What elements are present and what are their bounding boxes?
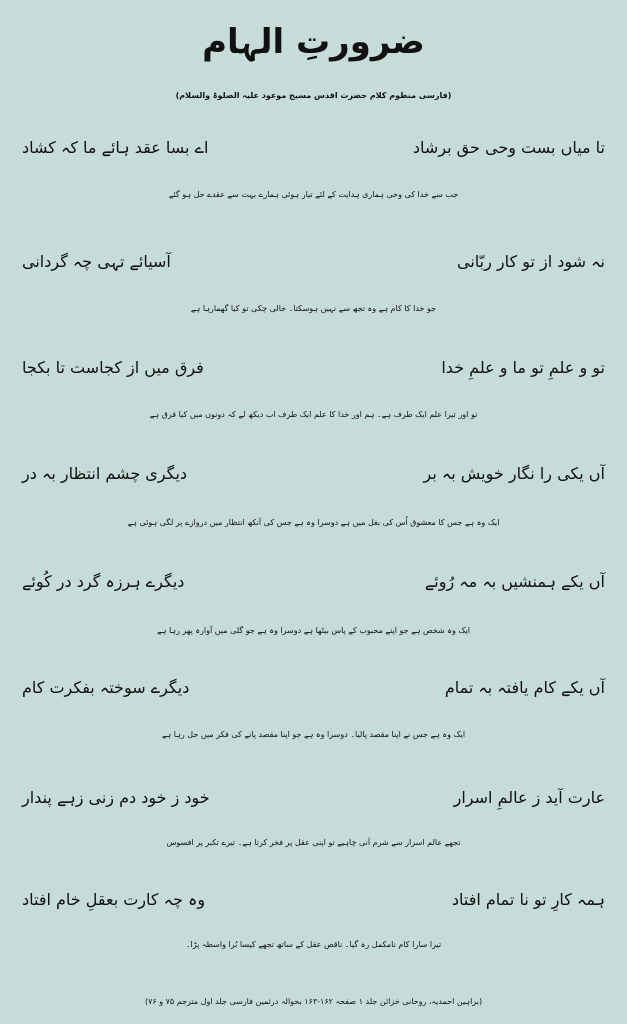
persian-couplet — [22, 884, 605, 916]
persian-hemistich-left: فرق میں از کجاست تا بکجا — [22, 358, 204, 377]
persian-hemistich-right: عارت آید ز عالمِ اسرار — [453, 788, 605, 807]
persian-hemistich-right: آں یکے کام یافتہ بہ تمام — [444, 678, 605, 697]
persian-hemistich-right: آں یکے ہمنشیں بہ مہ رُوئے — [424, 572, 605, 591]
persian-hemistich-left: آسیائے تہی چہ گردانی — [22, 252, 171, 271]
urdu-translation: جب سے خدا کی وحی ہماری ہدایت کے لئے تیار ہوئی ہمارے بہت سے عقدے حل ہو گئے — [168, 190, 459, 199]
page-subtitle: (فارسی منظوم کلام حضرت اقدس مسیح موعود علیہ الصلوۃ والسلام) — [175, 91, 452, 100]
persian-hemistich-left: دیگرے سوختہ بفکرت کام — [22, 678, 190, 697]
urdu-translation: ایک وہ شخص ہے جو اپنے محبوب کے پاس بیٹھا ہے دوسرا وہ ہے جو گلی میں آوارہ پھر رہا ہے — [157, 626, 470, 635]
persian-hemistich-right: تا میاں بست وحی حق برشاد — [412, 138, 605, 157]
persian-hemistich-left: دیگرے ہرزہ گرد در کُوئے — [22, 572, 185, 591]
persian-couplet — [22, 352, 605, 384]
persian-couplet — [22, 566, 605, 598]
persian-hemistich-right: تو و علمِ تو ما و علمِ خدا — [441, 358, 605, 377]
urdu-translation: ایک وہ ہے جس نے اپنا مقصد پالیا۔ دوسرا وہ ہے جو اپنا مقصد پانے کی فکر میں جل رہا ہے — [161, 730, 466, 739]
urdu-translation: جو خدا کا کام ہے وہ تجھ سے نہیں ہوسکتا۔ خالی چکی تو کیا گھمارہا ہے — [190, 304, 437, 313]
urdu-translation: تجھے عالم اسرار سے شرم آنی چاہیے تو اپنی عقل پر فخر کرتا ہے۔ تیرے تکبر پر افسوس — [166, 838, 461, 847]
persian-hemistich-right: نہ شود از تو کار ربّانی — [456, 252, 605, 271]
persian-hemistich-right: آں یکی را نگار خویش بہ بر — [423, 464, 605, 483]
persian-couplet — [22, 246, 605, 278]
persian-hemistich-left: وہ چہ کارت بعقلِ خام افتاد — [22, 890, 206, 909]
persian-couplet — [22, 132, 605, 164]
persian-couplet — [22, 458, 605, 490]
urdu-translation: تیرا سارا کام نامکمل رہ گیا۔ ناقص عقل کے ساتھ تجھے کیسا بُرا واسطہ پڑا۔ — [185, 940, 442, 949]
persian-couplet — [22, 672, 605, 704]
persian-hemistich-left: دیگری چشم انتظار بہ در — [22, 464, 188, 483]
persian-hemistich-left: اے بسا عقد ہائے ما کہ کشاد — [22, 138, 209, 157]
urdu-translation: ایک وہ ہے جس کا معشوق اُس کی بغل میں ہے دوسرا وہ ہے جس کی آنکھ انتظار میں دروازے پر لگی ہوئی ہے — [127, 518, 500, 527]
persian-hemistich-left: خود ز خود دم زنی زہے پندار — [22, 788, 210, 807]
source-citation: (براہین احمدیہ، روحانی خزائن جلد ۱ صفحہ ۱۶۲-۱۶۳ بحوالہ درثمین فارسی جلد اول مترجم ۷۵ و ۷۶) — [144, 997, 483, 1006]
persian-hemistich-right: ہمہ کارِ تو نا تمام افتاد — [451, 890, 605, 909]
urdu-translation: تو اور تیرا علم ایک طرف ہے۔ ہم اور خدا کا علم ایک طرف اب دیکھ لے کہ دونوں میں کیا فرق ہے — [149, 410, 478, 419]
persian-couplet — [22, 782, 605, 814]
page-title: ضرورتِ الہام — [202, 22, 425, 62]
